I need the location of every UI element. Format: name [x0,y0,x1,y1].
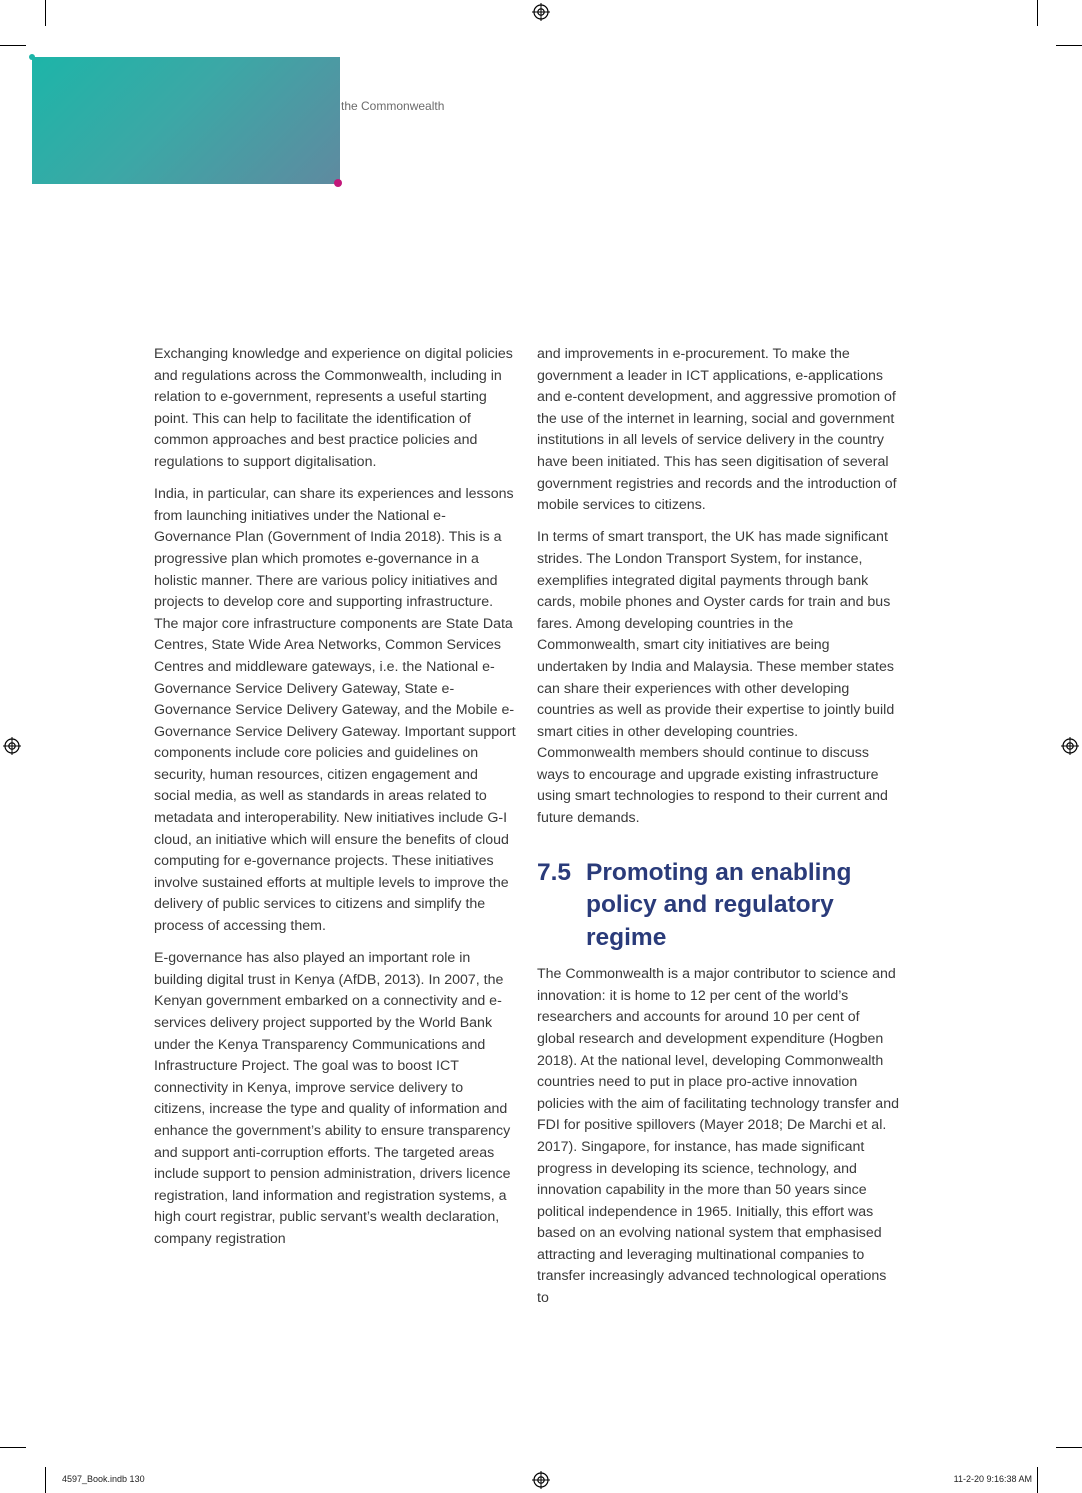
section-number: 7.5 [537,858,572,886]
body-paragraph: The Commonwealth is a major contributor to science and innovation: it is home to 12 per cent of the world’s researchers and accounts for around 10 per cent of global research and development expenditure (Hogben 2018). At the national level, developing Commonwealth countries need to put in place pro-active innovation policies with the aim of facilitating technology transfer and FDI for positive spillovers (Mayer 2018; De Marchi et al. 2017). Singapore, for instance, has made significant progress in developing its science, technology, and innovation capability in the more than 50 years since political independence in 1965. Initially, this effort was based on an evolving national system that emphasised attracting and leveraging multinational companies to transfer increasingly advanced technological operations to [537,966,899,1307]
body-paragraph: and improvements in e-procurement. To make the government a leader in ICT applications, e-applications and e-content development, and aggressive promotion of the use of the internet in learning, social and government institutions in all levels of service delivery in the country have been initiated. This has seen digitisation of several government registries and records and the introduction of mobile services to citizens. [537,346,897,514]
slug-file-info: 4597_Book.indb 130 [62,1474,145,1484]
crop-mark-bottom-right-vertical [1037,1467,1038,1493]
banner-accent-dot [334,179,342,187]
running-head: the Commonwealth [341,99,445,113]
registration-mark-left-icon [3,737,21,755]
body-paragraph: Exchanging knowledge and experience on digital policies and regulations across the Commonwealth, including in relation to e-government, represents a useful starting point. This can help to facilitate the identification of common approaches and best practice policies and regulations to support digitalisation. [154,346,513,470]
section-heading [537,857,899,955]
crop-mark-top-right-vertical [1037,0,1038,26]
crop-mark-top-left-vertical [45,0,46,26]
body-paragraph: India, in particular, can share its experiences and lessons from launching initiatives under the National e-Governance Plan (Government of India 2018). This is a progressive plan which promotes e-governance in a holistic manner. There are various policy initiatives and projects to develop core and supporting infrastructure. The major core infrastructure components are State Data Centres, State Wide Area Networks, Common Services Centres and middleware gateways, i.e. the National e-Governance Service Delivery Gateway, State e-Governance Service Delivery Gateway, and the Mobile e-Governance Service Delivery Gateway. Important support components include core policies and guidelines on security, human resources, citizen engagement and social media, as well as standards in areas related to metadata and interoperability. New initiatives include G-I cloud, an initiative which will ensure the benefits of cloud computing for e-governance projects. These initiatives involve sustained efforts at multiple levels to improve the delivery of public services to citizens and simplify the process of accessing them. [154,486,516,935]
banner-corner-dot [29,54,35,60]
body-paragraph: In terms of smart transport, the UK has made significant strides. The London Transport System, for instance, exemplifies integrated digital payments through bank cards, mobile phones and Oyster cards for train and bus fares. Among developing countries in the Commonwealth, smart city initiatives are being undertaken by India and Malaysia. These member states can share their experiences with other developing countries as well as provide their expertise to jointly build smart cities in other developing countries. Commonwealth members should continue to discuss ways to encourage and upgrade existing infrastructure using smart technologies to respond to their current and future demands. [537,529,895,827]
registration-mark-right-icon [1061,737,1079,755]
header-banner [32,57,340,184]
crop-mark-bottom-left-horizontal [0,1447,26,1448]
left-column [154,344,516,1261]
crop-mark-bottom-right-horizontal [1056,1447,1082,1448]
crop-mark-top-left-horizontal [0,45,26,46]
slug-timestamp: 11-2-20 9:16:38 AM [953,1474,1032,1484]
crop-mark-top-right-horizontal [1056,45,1082,46]
right-column [537,344,899,1320]
crop-mark-bottom-left-vertical [45,1467,46,1493]
section-title: Promoting an enabling policy and regulatory regime [586,858,852,951]
registration-mark-top-icon [532,3,550,21]
body-paragraph: E-governance has also played an important role in building digital trust in Kenya (AfDB, 2013). In 2007, the Kenyan government embarked on a connectivity and e-services delivery project supported by the World Bank under the Kenya Transparency Communications and Infrastructure Project. The goal was to boost ICT connectivity in Kenya, improve service delivery to citizens, increase the type and quality of information and enhance the government’s ability to ensure transparency and support anti-corruption efforts. The targeted areas include support to pension administration, drivers licence registration, land information and registration systems, a high court registrar, public servant’s wealth declaration, company registration [154,950,511,1247]
registration-mark-bottom-icon [532,1471,550,1489]
